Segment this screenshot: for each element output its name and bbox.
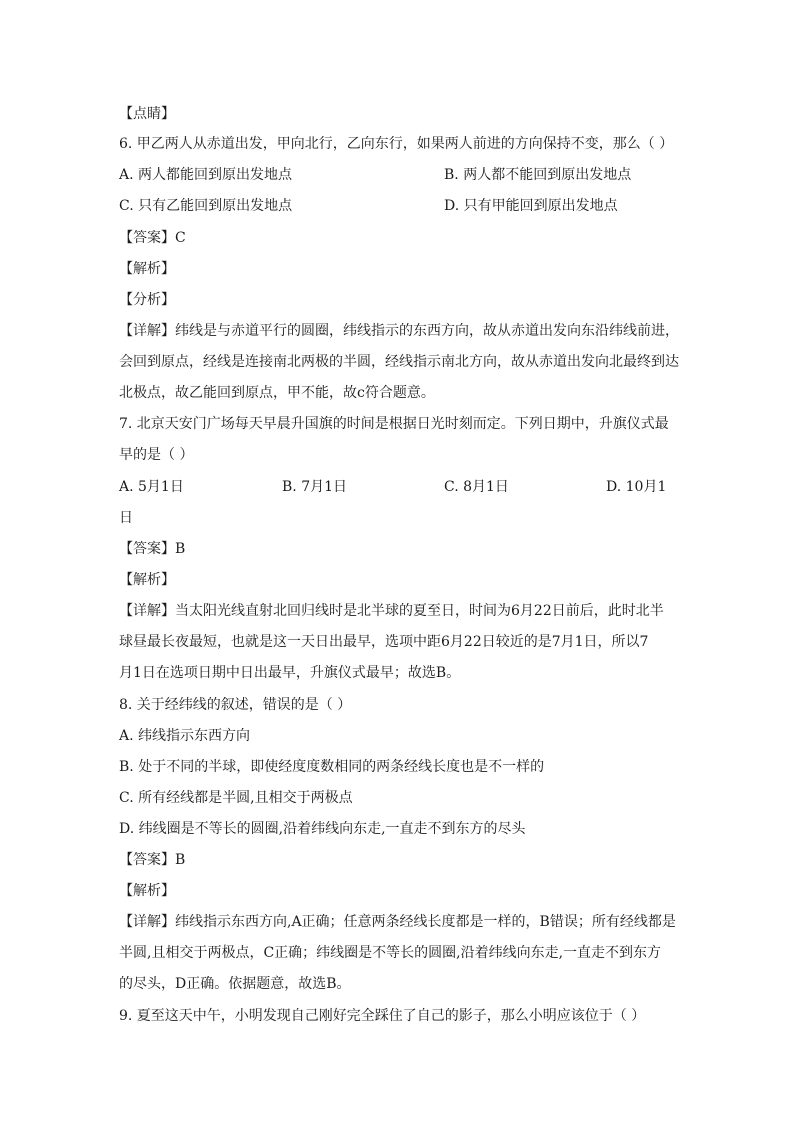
- q7-option-d: D. 10月1: [606, 479, 667, 495]
- q7-stem-line: 早的是（ ）: [119, 447, 194, 463]
- q7-option-a: A. 5月1日: [119, 479, 184, 495]
- q6-detail-line: 会回到原点，经线是连接南北两极的半圆，经线指示南北方向，故从赤道出发向北最终到达: [119, 354, 679, 370]
- q6-jiexi-label: 【解析】: [119, 261, 175, 277]
- q6-detail-line: 【详解】纬线是与赤道平行的圆圈，纬线指示的东西方向，故从赤道出发向东沿纬线前进，: [119, 323, 679, 339]
- q8-detail-line: 半圆,且相交于两极点，C正确；纬线圈是不等长的圆圈,沿着纬线向东走,一直走不到东方: [119, 945, 662, 961]
- dianjing-label: 【点睛】: [119, 106, 175, 122]
- q6-fenxi-label: 【分析】: [119, 292, 175, 308]
- q7-jiexi-label: 【解析】: [119, 572, 175, 588]
- q7-stem-line: 7. 北京天安门广场每天早晨升国旗的时间是根据日光时刻而定。下列日期中，升旗仪式最: [119, 416, 669, 432]
- q7-detail-line: 月1日在选项日期中日出最早，升旗仪式最早；故选B。: [119, 665, 461, 681]
- q6-answer: 【答案】C: [119, 230, 186, 246]
- q6-option-a: A. 两人都能回到原出发地点: [119, 167, 293, 183]
- q8-option-a: A. 纬线指示东西方向: [119, 728, 251, 744]
- q6-stem: 6. 甲乙两人从赤道出发，甲向北行，乙向东行，如果两人前进的方向保持不变，那么（ ）: [119, 136, 674, 152]
- q7-option-d-wrap: 日: [119, 510, 133, 526]
- q8-stem: 8. 关于经纬线的叙述，错误的是（ ）: [119, 697, 352, 713]
- q9-stem: 9. 夏至这天中午，小明发现自己刚好完全踩住了自己的影子，那么小明应该位于（ ）: [119, 1008, 646, 1024]
- q6-option-c: C. 只有乙能回到原出发地点: [119, 198, 293, 214]
- q7-answer: 【答案】B: [119, 541, 186, 557]
- q8-option-c: C. 所有经线都是半圆,且相交于两极点: [119, 790, 353, 806]
- q7-detail-line: 球昼最长夜最短，也就是这一天日出最早，选项中距6月22日较近的是7月1日，所以7: [119, 634, 649, 650]
- q8-jiexi-label: 【解析】: [119, 883, 175, 899]
- q7-detail-line: 【详解】当太阳光线直射北回归线时是北半球的夏至日，时间为6月22日前后，此时北半: [119, 603, 664, 619]
- q8-detail-line: 【详解】纬线指示东西方向,A正确；任意两条经线长度都是一样的，B错误；所有经线都是: [119, 914, 676, 930]
- q8-answer: 【答案】B: [119, 852, 186, 868]
- q6-option-d: D. 只有甲能回到原出发地点: [444, 198, 618, 214]
- q8-option-d: D. 纬线圈是不等长的圆圈,沿着纬线向东走,一直走不到东方的尽头: [119, 821, 526, 837]
- q8-option-b: B. 处于不同的半球，即使经度度数相同的两条经线长度也是不一样的: [119, 759, 545, 775]
- q8-detail-line: 的尽头，D正确。依据题意，故选B。: [119, 976, 351, 992]
- q7-option-c: C. 8月1日: [444, 479, 509, 495]
- q6-detail-line: 北极点，故乙能回到原点，甲不能，故c符合题意。: [119, 385, 435, 401]
- q7-option-b: B. 7月1日: [282, 479, 348, 495]
- q6-option-b: B. 两人都不能回到原出发地点: [444, 167, 632, 183]
